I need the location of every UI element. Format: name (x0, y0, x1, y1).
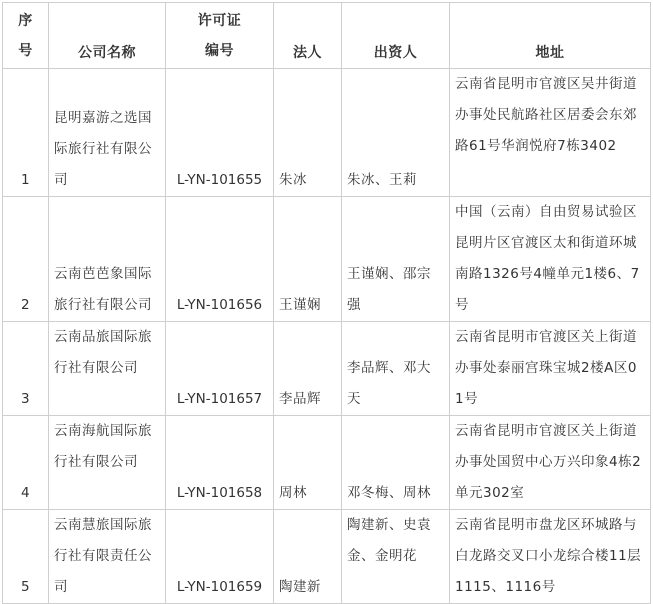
table-row (3, 510, 651, 604)
header-company: 公司名称 (49, 3, 166, 69)
row-company: 昆明嘉游之选国际旅行社有限公司 (49, 69, 166, 197)
row-investor: 王谨娴、邵宗强 (342, 197, 450, 322)
row-license: L-YN-101656 (166, 197, 274, 322)
row-investor: 陶建新、史袁金、金明花 (342, 510, 450, 604)
row-legal: 朱冰 (274, 69, 342, 197)
row-seq: 3 (3, 322, 49, 416)
travel-agency-table (2, 2, 651, 604)
row-seq: 4 (3, 416, 49, 510)
row-legal: 陶建新 (274, 510, 342, 604)
row-company: 云南芭芭象国际旅行社有限公司 (49, 197, 166, 322)
row-investor: 朱冰、王莉 (342, 69, 450, 197)
row-address: 中国（云南）自由贸易试验区昆明片区官渡区太和街道环城南路1326号4幢单元1楼6、7号 (450, 197, 651, 322)
header-license: 许可证 编号 (166, 3, 274, 69)
row-legal: 李品辉 (274, 322, 342, 416)
row-investor: 邓冬梅、周林 (342, 416, 450, 510)
row-seq: 2 (3, 197, 49, 322)
header-row (3, 3, 651, 69)
row-address: 云南省昆明市官渡区吴井街道办事处民航路社区居委会东郊路61号华润悦府7栋3402 (450, 69, 651, 197)
row-legal: 周林 (274, 416, 342, 510)
table-row (3, 416, 651, 510)
table-row (3, 69, 651, 197)
row-license: L-YN-101658 (166, 416, 274, 510)
row-address: 云南省昆明市官渡区关上街道办事处国贸中心万兴印象4栋2单元302室 (450, 416, 651, 510)
row-license: L-YN-101655 (166, 69, 274, 197)
header-address: 地址 (450, 3, 651, 69)
table-row (3, 322, 651, 416)
header-seq: 序 号 (3, 3, 49, 69)
row-legal: 王谨娴 (274, 197, 342, 322)
row-address: 云南省昆明市官渡区关上街道办事处泰丽宫珠宝城2楼A区01号 (450, 322, 651, 416)
row-company: 云南品旅国际旅行社有限公司 (49, 322, 166, 416)
row-seq: 1 (3, 69, 49, 197)
row-investor: 李品辉、邓大天 (342, 322, 450, 416)
row-address: 云南省昆明市盘龙区环城路与白龙路交叉口小龙综合楼11层1115、1116号 (450, 510, 651, 604)
row-company: 云南慧旅国际旅行社有限责任公司 (49, 510, 166, 604)
header-legal: 法人 (274, 3, 342, 69)
row-license: L-YN-101659 (166, 510, 274, 604)
row-company: 云南海航国际旅行社有限公司 (49, 416, 166, 510)
table-row (3, 197, 651, 322)
row-license: L-YN-101657 (166, 322, 274, 416)
row-seq: 5 (3, 510, 49, 604)
header-investor: 出资人 (342, 3, 450, 69)
